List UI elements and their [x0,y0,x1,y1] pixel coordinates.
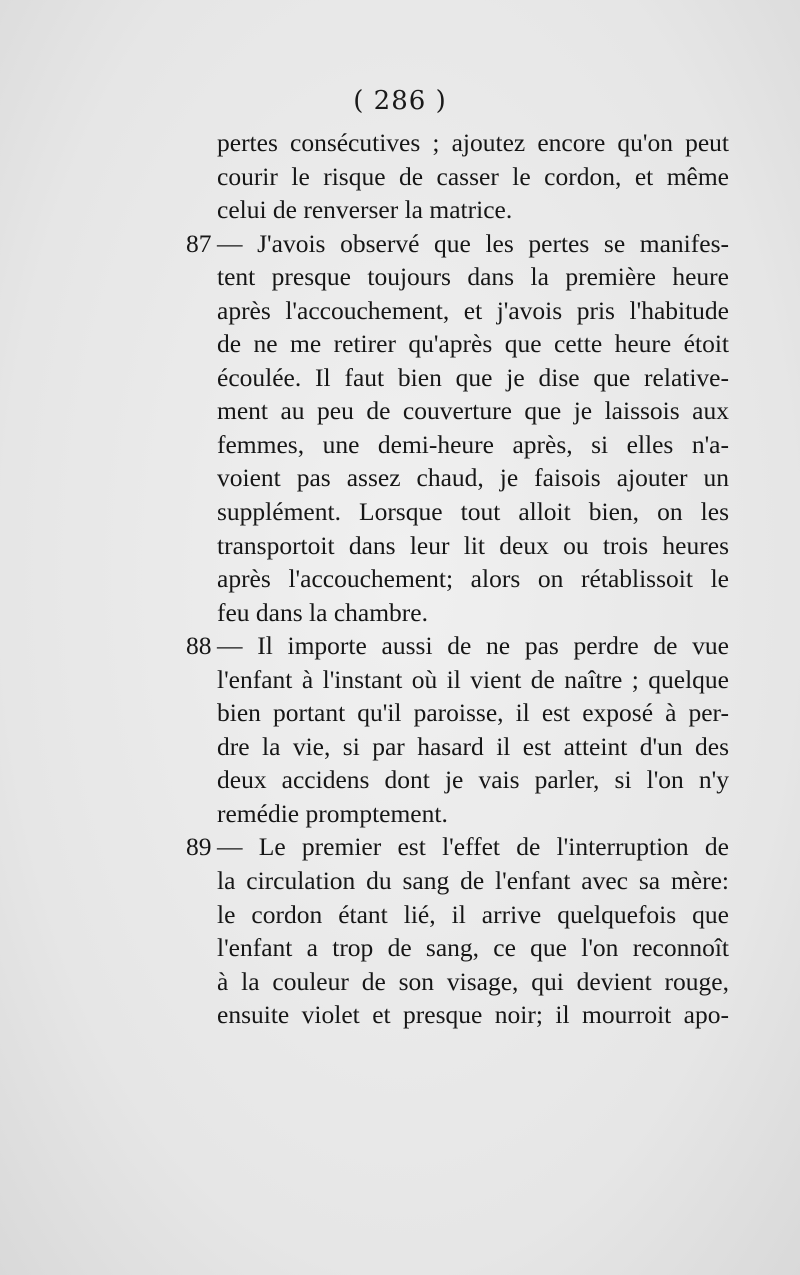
line-text: ensuite violet et presque noir; il mourroit apo- [217,1000,729,1030]
text-line [217,126,729,160]
line-text: celui de renverser la matrice. [217,195,513,225]
line-text: — Il importe aussi de ne pas perdre de vue [217,631,729,661]
paragraph-number: 88 [186,631,212,661]
text-line [217,529,729,563]
text-line [217,596,729,630]
line-text: remédie promptement. [217,798,448,828]
line-text: tent presque toujours dans la première heure [217,262,729,292]
line-text: voient pas assez chaud, je faisois ajouter un [217,463,729,493]
line-text: après l'accouchement, et j'avois pris l'habitude [217,295,729,325]
line-text: la circulation du sang de l'enfant avec sa mère: [217,866,729,896]
page-number-header: ( 286 ) [353,86,447,116]
text-line [217,394,729,428]
text-line [217,763,729,797]
text-line [217,730,729,764]
line-text: deux accidens dont je vais parler, si l'on n'y [217,765,729,795]
line-text: — Le premier est l'effet de l'interruption de [217,832,729,862]
text-line [217,562,729,596]
line-text: pertes consécutives ; ajoutez encore qu'on peut [217,128,729,157]
line-text: après l'accouchement; alors on rétablissoit le [217,564,729,594]
line-text: courir le risque de casser le cordon, et même [217,161,729,191]
line-text: feu dans la chambre. [217,597,428,627]
text-line [217,931,729,965]
text-line [217,260,729,294]
line-text: écoulée. Il faut bien que je dise que relative- [217,362,729,392]
line-text: l'enfant a trop de sang, ce que l'on reconnoît [217,933,729,963]
line-text: à la couleur de son visage, qui devient rouge, [217,966,729,996]
text-line [217,428,729,462]
line-text: de ne me retirer qu'après que cette heure étoit [217,329,729,359]
text-line [217,294,729,328]
text-line [217,998,729,1032]
text-line [186,227,729,261]
paragraph-number: 89 [186,832,212,862]
line-text: ment au peu de couverture que je laissois aux [217,396,729,426]
line-text: dre la vie, si par hasard il est atteint d'un des [217,731,729,761]
text-line [217,797,729,831]
paragraph-number: 87 [186,228,212,258]
line-text: supplément. Lorsque tout alloit bien, on les [217,497,729,527]
text-line [217,461,729,495]
text-line [217,495,729,529]
text-line [217,327,729,361]
line-text: l'enfant à l'instant où il vient de naître ; quelque [217,664,729,694]
body-text [186,126,729,1032]
text-line [186,830,729,864]
line-text: transportoit dans leur lit deux ou trois heures [217,530,729,560]
text-line [217,696,729,730]
text-line [217,193,729,227]
text-line [217,898,729,932]
line-text: le cordon étant lié, il arrive quelquefois que [217,899,729,929]
line-text: femmes, une demi-heure après, si elles n'a- [217,429,729,459]
text-line [217,160,729,194]
text-line [217,663,729,697]
text-line [217,965,729,999]
text-line [217,361,729,395]
text-line [217,864,729,898]
text-line [186,629,729,663]
line-text: — J'avois observé que les pertes se manifes- [217,228,729,258]
line-text: bien portant qu'il paroisse, il est exposé à per- [217,698,729,728]
